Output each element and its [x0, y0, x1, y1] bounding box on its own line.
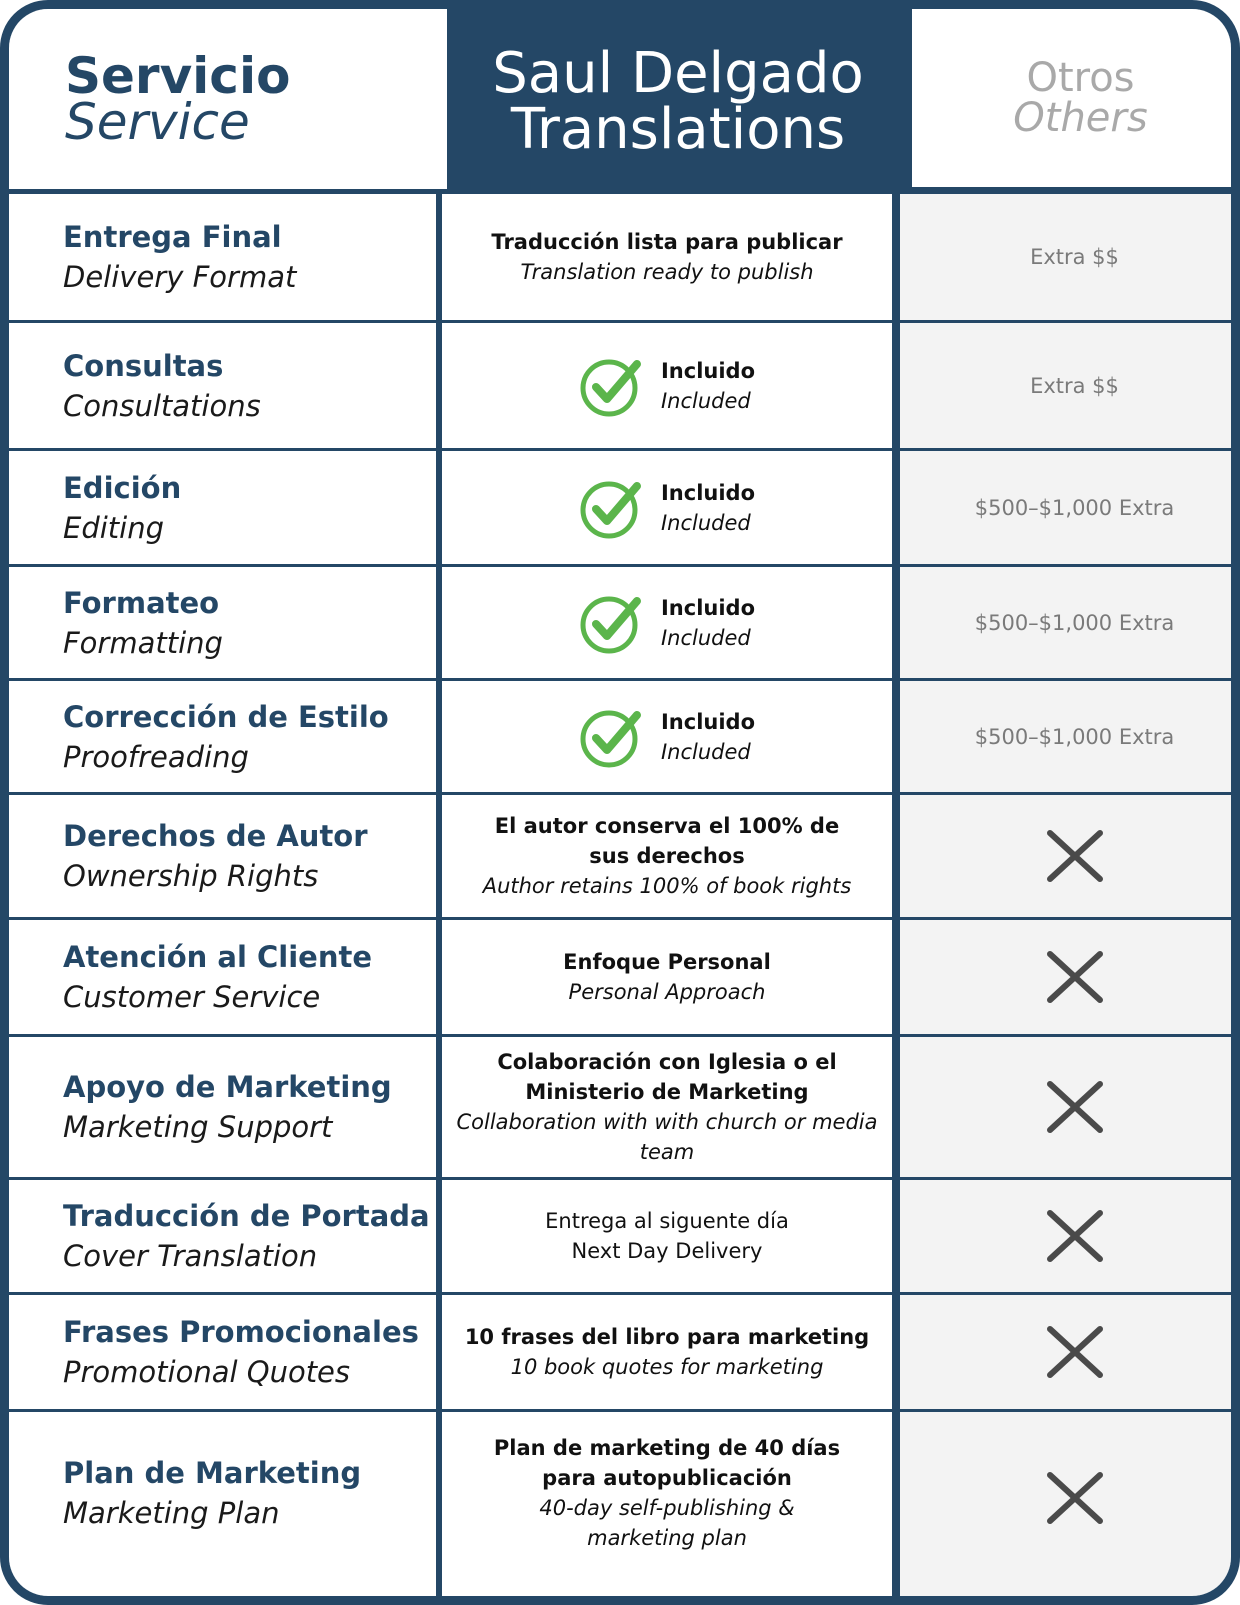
- x-mark-icon: [1046, 1471, 1104, 1525]
- service-name-es: Plan de Marketing: [63, 1456, 362, 1490]
- saul-cell-formatting: [442, 567, 892, 678]
- check-icon: [579, 354, 643, 418]
- feature-text-en: Translation ready to publish: [520, 260, 814, 284]
- others-price: $500–$1,000 Extra: [974, 724, 1175, 749]
- header-service: [9, 9, 447, 189]
- service-cell-cover-translation: [9, 1180, 436, 1292]
- header-others-en: Others: [1013, 95, 1148, 141]
- others-price: Extra $$: [1030, 373, 1119, 398]
- header-brand: [447, 9, 909, 194]
- feature-text: 10 frases del libro para marketing: [464, 1325, 870, 1349]
- feature-text-en: 10 book quotes for marketing: [510, 1355, 824, 1379]
- service-cell-marketing-support: [9, 1037, 436, 1177]
- x-mark-icon: [1046, 1209, 1104, 1263]
- check-icon: [579, 705, 643, 769]
- others-cell-delivery-format: [900, 194, 1240, 320]
- service-name-en: Ownership Rights: [63, 859, 319, 893]
- header-others: [912, 9, 1240, 187]
- service-name-en: Customer Service: [63, 980, 321, 1014]
- service-cell-proofreading: [9, 681, 436, 792]
- feature-text: Traducción lista para publicar: [491, 230, 843, 254]
- included-label: Incluido: [660, 709, 756, 734]
- x-mark-icon: [1046, 829, 1104, 883]
- feature-text-en: Author retains 100% of book rights: [482, 874, 852, 898]
- service-name-en: Delivery Format: [63, 260, 297, 294]
- service-name-es: Atención al Cliente: [63, 940, 373, 974]
- saul-cell-ownership-rights: [442, 795, 892, 917]
- feature-text: Plan de marketing de 40 días para autopublicación: [493, 1436, 841, 1490]
- feature-text-en: Personal Approach: [568, 980, 766, 1004]
- service-name-es: Formateo: [63, 585, 220, 620]
- x-mark-icon: [1046, 950, 1104, 1004]
- included-label: Incluido: [660, 595, 756, 620]
- header-service-en: Service: [65, 93, 250, 151]
- service-name-en: Promotional Quotes: [63, 1355, 351, 1389]
- included-label-en: Included: [660, 510, 751, 535]
- others-cell-consultations: [900, 323, 1240, 448]
- check-icon: [579, 591, 643, 655]
- service-name-en: Editing: [63, 510, 165, 545]
- saul-cell-marketing-plan: [442, 1412, 892, 1605]
- service-cell-promotional-quotes: [9, 1295, 436, 1409]
- service-cell-marketing-plan: [9, 1412, 436, 1605]
- saul-cell-editing: [442, 451, 892, 564]
- service-cell-customer-service: [9, 920, 436, 1034]
- header-others-es: Otros: [1026, 55, 1135, 101]
- service-name-en: Marketing Plan: [63, 1496, 280, 1530]
- header-service-es: Servicio: [65, 47, 291, 105]
- service-name-es: Apoyo de Marketing: [63, 1070, 392, 1104]
- saul-cell-marketing-support: [442, 1037, 892, 1177]
- others-cell-cover-translation: [900, 1180, 1240, 1292]
- service-cell-consultations: [9, 323, 436, 448]
- feature-text-en: Next Day Delivery: [571, 1239, 763, 1263]
- included-label-en: Included: [660, 625, 751, 650]
- service-cell-delivery-format: [9, 194, 436, 320]
- included-label: Incluido: [660, 480, 756, 505]
- saul-cell-proofreading: [442, 681, 892, 792]
- service-name-es: Derechos de Autor: [63, 819, 368, 853]
- others-cell-proofreading: [900, 681, 1240, 792]
- saul-cell-customer-service: [442, 920, 892, 1034]
- x-mark-icon: [1046, 1325, 1104, 1379]
- feature-text: Colaboración con Iglesia o el Ministerio de Marketing: [497, 1050, 837, 1104]
- service-name-en: Marketing Support: [63, 1110, 333, 1144]
- others-price: $500–$1,000 Extra: [974, 495, 1175, 520]
- saul-cell-consultations: [442, 323, 892, 448]
- service-name-es: Entrega Final: [63, 220, 282, 254]
- service-cell-ownership-rights: [9, 795, 436, 917]
- service-name-es: Consultas: [63, 348, 224, 383]
- feature-text: Entrega al siguente día: [545, 1209, 789, 1233]
- saul-cell-delivery-format: [442, 194, 892, 320]
- service-cell-editing: [9, 451, 436, 564]
- others-price: $500–$1,000 Extra: [974, 610, 1175, 635]
- service-cell-formatting: [9, 567, 436, 678]
- others-cell-promotional-quotes: [900, 1295, 1240, 1409]
- others-price: Extra $$: [1030, 245, 1119, 269]
- service-name-es: Traducción de Portada: [63, 1199, 430, 1233]
- service-name-en: Formatting: [63, 625, 223, 660]
- x-mark-icon: [1046, 1080, 1104, 1134]
- brand-name-line1: Saul Delgado: [492, 40, 864, 106]
- check-icon: [579, 476, 643, 540]
- feature-text-en: 40-day self-publishing & marketing plan: [539, 1496, 795, 1550]
- others-cell-editing: [900, 451, 1240, 564]
- feature-text: El autor conserva el 100% de sus derechos: [494, 814, 840, 868]
- others-cell-marketing-support: [900, 1037, 1240, 1177]
- included-label-en: Included: [660, 388, 751, 413]
- brand-name-line2: Translations: [510, 96, 846, 162]
- saul-cell-cover-translation: [442, 1180, 892, 1292]
- others-cell-customer-service: [900, 920, 1240, 1034]
- service-name-es: Frases Promocionales: [63, 1315, 419, 1349]
- service-name-en: Proofreading: [63, 739, 249, 774]
- included-label-en: Included: [660, 739, 751, 764]
- others-cell-ownership-rights: [900, 795, 1240, 917]
- feature-text-en: Collaboration with with church or media team: [456, 1110, 878, 1164]
- others-cell-marketing-plan: [900, 1412, 1240, 1605]
- service-name-en: Consultations: [63, 388, 261, 423]
- service-name-es: Edición: [63, 470, 182, 505]
- service-name-en: Cover Translation: [63, 1239, 318, 1273]
- included-label: Incluido: [660, 358, 756, 383]
- others-cell-formatting: [900, 567, 1240, 678]
- feature-text: Enfoque Personal: [563, 950, 771, 974]
- service-name-es: Corrección de Estilo: [63, 699, 389, 734]
- saul-cell-promotional-quotes: [442, 1295, 892, 1409]
